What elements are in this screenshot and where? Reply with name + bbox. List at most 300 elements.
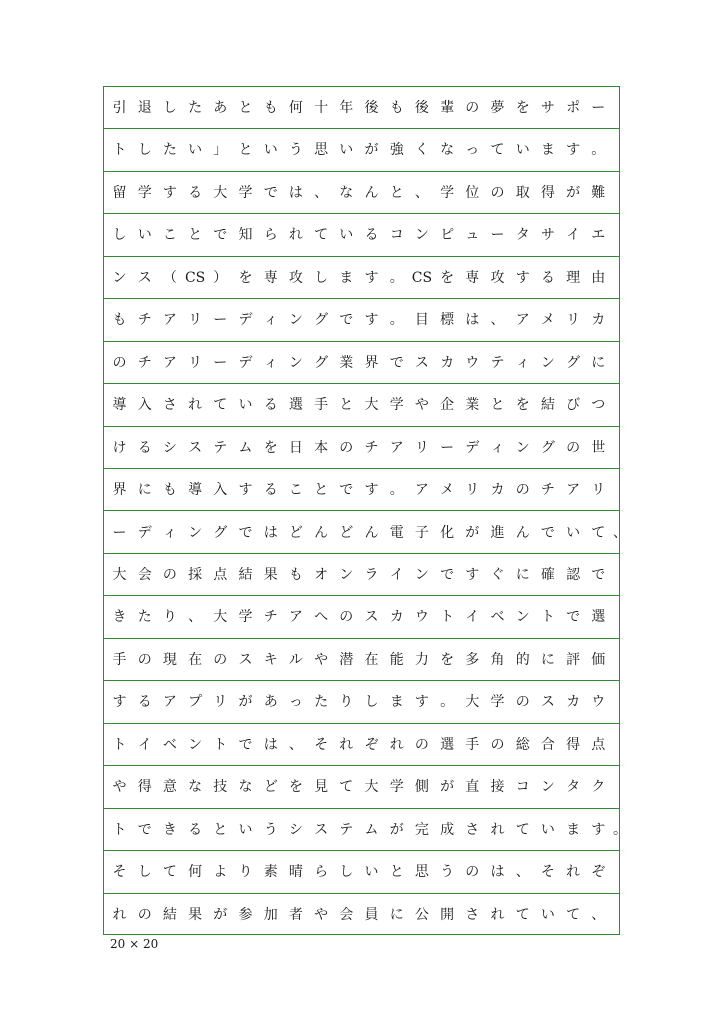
manuscript-cell: で bbox=[137, 821, 152, 838]
manuscript-cell: て bbox=[490, 142, 505, 159]
manuscript-cell: エ bbox=[591, 227, 606, 244]
manuscript-cell: し bbox=[314, 269, 329, 286]
manuscript-cell: っ bbox=[288, 694, 303, 711]
manuscript-cell: 留 bbox=[112, 184, 127, 201]
manuscript-cell: 、 bbox=[288, 736, 303, 753]
manuscript-cell: 公 bbox=[414, 906, 429, 923]
manuscript-cell: 見 bbox=[314, 779, 329, 796]
manuscript-cell: を bbox=[440, 651, 455, 668]
manuscript-cell: と bbox=[238, 100, 253, 116]
manuscript-cell: て bbox=[213, 397, 228, 414]
manuscript-cell: リ bbox=[188, 312, 203, 329]
manuscript-cell: に bbox=[389, 906, 404, 923]
manuscript-cell: と bbox=[389, 184, 404, 201]
manuscript-cell: ィ bbox=[490, 439, 505, 456]
manuscript-cell: 接 bbox=[490, 779, 505, 796]
manuscript-row bbox=[104, 766, 619, 808]
manuscript-cell: 由 bbox=[591, 269, 606, 286]
manuscript-cell: 現 bbox=[162, 651, 177, 668]
manuscript-cell: テ bbox=[213, 439, 228, 456]
manuscript-cell: て bbox=[515, 906, 530, 923]
manuscript-cell: チ bbox=[364, 439, 379, 456]
manuscript-cell: 角 bbox=[490, 651, 505, 668]
manuscript-cell: ィ bbox=[515, 354, 530, 371]
manuscript-cell: ル bbox=[288, 651, 303, 668]
manuscript-cell: ウ bbox=[465, 354, 480, 371]
manuscript-cell: 評 bbox=[566, 651, 581, 668]
manuscript-cell: い bbox=[540, 906, 555, 923]
manuscript-cell: し bbox=[364, 694, 379, 711]
manuscript-cell: 思 bbox=[414, 864, 429, 881]
manuscript-cell: メ bbox=[540, 312, 555, 329]
manuscript-cell: が bbox=[213, 906, 228, 923]
manuscript-cell: へ bbox=[314, 609, 329, 626]
manuscript-cell: ラ bbox=[364, 566, 379, 583]
manuscript-cell: 導 bbox=[188, 482, 203, 499]
manuscript-cell: デ bbox=[465, 439, 480, 456]
manuscript-cell: 学 bbox=[137, 184, 152, 201]
manuscript-cell: チ bbox=[137, 354, 152, 371]
overflow-punctuation: 、 bbox=[613, 524, 627, 541]
manuscript-cell: け bbox=[112, 439, 127, 456]
manuscript-cell: と bbox=[188, 227, 203, 244]
manuscript-cell: 。 bbox=[591, 142, 606, 159]
manuscript-cell: 学 bbox=[389, 779, 404, 796]
grid-size-label: 20 × 20 bbox=[110, 937, 159, 951]
manuscript-cell: 的 bbox=[515, 651, 530, 668]
manuscript-cell: 参 bbox=[238, 906, 253, 923]
manuscript-cell: る bbox=[364, 227, 379, 244]
manuscript-cell: い bbox=[263, 142, 278, 159]
manuscript-cell: て bbox=[162, 864, 177, 881]
manuscript-cell: ア bbox=[162, 312, 177, 329]
manuscript-cell: イ bbox=[137, 736, 152, 753]
manuscript-cell: ス bbox=[314, 821, 329, 838]
manuscript-cell: 強 bbox=[389, 142, 404, 159]
manuscript-cell: れ bbox=[389, 736, 404, 753]
manuscript-cell: ス bbox=[188, 439, 203, 456]
manuscript-cell: は bbox=[490, 864, 505, 881]
manuscript-cell: や bbox=[314, 906, 329, 923]
manuscript-cell: ア bbox=[162, 694, 177, 711]
manuscript-cell: 何 bbox=[188, 864, 203, 881]
manuscript-cell: 。 bbox=[389, 269, 404, 286]
manuscript-cell: タ bbox=[566, 779, 581, 796]
manuscript-cell: 、 bbox=[515, 864, 530, 881]
manuscript-row bbox=[104, 639, 619, 681]
manuscript-cell: の bbox=[339, 609, 354, 626]
manuscript-row bbox=[104, 384, 619, 426]
manuscript-cell: て bbox=[339, 779, 354, 796]
manuscript-cell: た bbox=[314, 694, 329, 711]
manuscript-row bbox=[104, 894, 619, 936]
manuscript-cell: 力 bbox=[414, 651, 429, 668]
manuscript-cell: い bbox=[364, 864, 379, 881]
manuscript-cell: CS bbox=[184, 269, 206, 286]
manuscript-cell: や bbox=[314, 651, 329, 668]
manuscript-cell: ア bbox=[515, 312, 530, 329]
manuscript-cell: つ bbox=[591, 397, 606, 414]
manuscript-cell: は bbox=[263, 524, 278, 541]
manuscript-cell: で bbox=[213, 227, 228, 244]
manuscript-cell: ー bbox=[591, 100, 606, 116]
manuscript-cell: カ bbox=[389, 609, 404, 626]
manuscript-cell: の bbox=[112, 354, 127, 371]
manuscript-cell: 総 bbox=[515, 736, 530, 753]
manuscript-cell: ま bbox=[566, 821, 581, 838]
manuscript-cell: 入 bbox=[213, 482, 228, 499]
manuscript-cell: さ bbox=[465, 821, 480, 838]
manuscript-cell: 界 bbox=[112, 482, 127, 499]
manuscript-cell: い bbox=[137, 227, 152, 244]
manuscript-cell: ベ bbox=[162, 736, 177, 753]
manuscript-cell: ー bbox=[213, 312, 228, 329]
manuscript-cell: カ bbox=[566, 694, 581, 711]
manuscript-cell: を bbox=[263, 439, 278, 456]
manuscript-cell: す bbox=[238, 482, 253, 499]
manuscript-cell: 企 bbox=[440, 397, 455, 414]
manuscript-cell: 学 bbox=[238, 609, 253, 626]
manuscript-cell: で bbox=[238, 524, 253, 541]
manuscript-cell: 化 bbox=[440, 524, 455, 541]
manuscript-cell: 大 bbox=[364, 779, 379, 796]
manuscript-cell: す bbox=[364, 269, 379, 286]
manuscript-row bbox=[104, 129, 619, 171]
manuscript-cell: る bbox=[137, 694, 152, 711]
manuscript-cell: 果 bbox=[263, 566, 278, 583]
manuscript-cell: ュ bbox=[465, 227, 480, 244]
manuscript-cell: ど bbox=[263, 779, 278, 796]
manuscript-cell: ト bbox=[112, 142, 127, 159]
manuscript-cell: キ bbox=[263, 651, 278, 668]
manuscript-cell: 目 bbox=[414, 312, 429, 329]
manuscript-row bbox=[104, 342, 619, 384]
manuscript-cell: 得 bbox=[540, 184, 555, 201]
manuscript-cell: な bbox=[238, 779, 253, 796]
manuscript-cell: 十 bbox=[314, 100, 329, 116]
manuscript-cell: 世 bbox=[591, 439, 606, 456]
manuscript-cell: 在 bbox=[364, 651, 379, 668]
manuscript-cell: ム bbox=[238, 439, 253, 456]
manuscript-cell: 選 bbox=[591, 609, 606, 626]
manuscript-cell: ン bbox=[339, 566, 354, 583]
manuscript-row bbox=[104, 257, 619, 299]
manuscript-row bbox=[104, 427, 619, 469]
manuscript-cell: 大 bbox=[213, 184, 228, 201]
manuscript-cell: や bbox=[414, 397, 429, 414]
manuscript-cell: サ bbox=[540, 227, 555, 244]
manuscript-cell: ア bbox=[162, 354, 177, 371]
manuscript-cell: グ bbox=[314, 312, 329, 329]
manuscript-cell: は bbox=[288, 184, 303, 201]
manuscript-cell: ト bbox=[213, 736, 228, 753]
manuscript-cell: オ bbox=[314, 566, 329, 583]
overflow-punctuation: 。 bbox=[613, 821, 627, 838]
manuscript-cell: 採 bbox=[188, 566, 203, 583]
manuscript-cell: 技 bbox=[213, 779, 228, 796]
manuscript-cell: ク bbox=[591, 779, 606, 796]
manuscript-cell: 得 bbox=[137, 779, 152, 796]
manuscript-cell: と bbox=[314, 482, 329, 499]
manuscript-cell: を bbox=[515, 397, 530, 414]
manuscript-row bbox=[104, 512, 627, 554]
manuscript-cell: 。 bbox=[389, 312, 404, 329]
manuscript-cell: ン bbox=[414, 566, 429, 583]
manuscript-cell: も bbox=[162, 482, 177, 499]
manuscript-cell: で bbox=[339, 312, 354, 329]
manuscript-cell: ン bbox=[188, 736, 203, 753]
manuscript-cell: い bbox=[339, 142, 354, 159]
manuscript-row bbox=[104, 596, 619, 638]
manuscript-cell: ン bbox=[540, 779, 555, 796]
manuscript-cell: を bbox=[288, 779, 303, 796]
manuscript-cell: シ bbox=[162, 439, 177, 456]
manuscript-cell: グ bbox=[540, 439, 555, 456]
manuscript-cell: 子 bbox=[414, 524, 429, 541]
manuscript-cell: ィ bbox=[162, 524, 177, 541]
manuscript-cell: に bbox=[515, 566, 530, 583]
manuscript-cell: ス bbox=[137, 269, 152, 286]
manuscript-cell: ン bbox=[540, 354, 555, 371]
manuscript-cell: 手 bbox=[112, 651, 127, 668]
manuscript-cell: リ bbox=[465, 482, 480, 499]
manuscript-cell: ス bbox=[540, 694, 555, 711]
manuscript-cell: 学 bbox=[490, 694, 505, 711]
manuscript-cell: た bbox=[137, 609, 152, 626]
manuscript-cell: き bbox=[162, 821, 177, 838]
manuscript-cell: ト bbox=[112, 821, 127, 838]
manuscript-cell: し bbox=[162, 100, 177, 116]
manuscript-cell: 本 bbox=[314, 439, 329, 456]
manuscript-cell: 取 bbox=[515, 184, 530, 201]
manuscript-row bbox=[104, 724, 619, 766]
manuscript-cell: ト bbox=[540, 609, 555, 626]
manuscript-cell: 引 bbox=[112, 100, 127, 116]
manuscript-row bbox=[104, 299, 619, 341]
manuscript-cell: も bbox=[112, 312, 127, 329]
manuscript-cell: グ bbox=[566, 354, 581, 371]
manuscript-cell: 多 bbox=[465, 651, 480, 668]
manuscript-cell: ま bbox=[339, 269, 354, 286]
manuscript-cell: し bbox=[112, 227, 127, 244]
manuscript-cell: CS bbox=[411, 269, 433, 286]
manuscript-cell: 攻 bbox=[490, 269, 505, 286]
manuscript-cell: な bbox=[188, 779, 203, 796]
manuscript-cell: し bbox=[137, 142, 152, 159]
manuscript-cell: す bbox=[162, 184, 177, 201]
manuscript-cell: ー bbox=[213, 354, 228, 371]
manuscript-cell: る bbox=[263, 397, 278, 414]
manuscript-cell: 選 bbox=[288, 397, 303, 414]
manuscript-row bbox=[104, 851, 619, 893]
manuscript-cell: と bbox=[339, 397, 354, 414]
manuscript-cell: ン bbox=[288, 312, 303, 329]
manuscript-cell: い bbox=[339, 227, 354, 244]
manuscript-cell: 合 bbox=[540, 736, 555, 753]
manuscript-cell: き bbox=[112, 609, 127, 626]
manuscript-cell: （ bbox=[162, 269, 177, 286]
manuscript-cell: す bbox=[414, 694, 429, 711]
manuscript-cell: 界 bbox=[364, 354, 379, 371]
manuscript-cell: た bbox=[188, 100, 203, 116]
manuscript-cell: の bbox=[339, 439, 354, 456]
manuscript-cell: に bbox=[591, 354, 606, 371]
manuscript-cell: 大 bbox=[112, 566, 127, 583]
manuscript-cell: で bbox=[339, 482, 354, 499]
manuscript-cell: で bbox=[389, 354, 404, 371]
manuscript-cell: れ bbox=[188, 397, 203, 414]
manuscript-cell: そ bbox=[314, 736, 329, 753]
manuscript-cell: と bbox=[389, 864, 404, 881]
manuscript-cell: 大 bbox=[465, 694, 480, 711]
manuscript-cell: な bbox=[440, 142, 455, 159]
manuscript-cell: に bbox=[540, 651, 555, 668]
manuscript-cell: リ bbox=[566, 312, 581, 329]
manuscript-cell: も bbox=[288, 566, 303, 583]
manuscript-cell: ト bbox=[440, 609, 455, 626]
manuscript-cell: 業 bbox=[465, 397, 480, 414]
manuscript-cell: ん bbox=[364, 524, 379, 541]
manuscript-cell: カ bbox=[440, 354, 455, 371]
manuscript-cell: 果 bbox=[188, 906, 203, 923]
manuscript-cell: し bbox=[137, 864, 152, 881]
manuscript-cell: 、 bbox=[188, 609, 203, 626]
manuscript-cell: て bbox=[515, 821, 530, 838]
manuscript-cell: し bbox=[339, 864, 354, 881]
manuscript-cell: チ bbox=[137, 312, 152, 329]
manuscript-cell: て bbox=[566, 906, 581, 923]
manuscript-cell: 進 bbox=[490, 524, 505, 541]
manuscript-cell: 潜 bbox=[339, 651, 354, 668]
manuscript-cell: ピ bbox=[440, 227, 455, 244]
manuscript-cell: の bbox=[137, 906, 152, 923]
manuscript-cell: 大 bbox=[364, 397, 379, 414]
manuscript-cell: 夢 bbox=[490, 100, 505, 116]
manuscript-cell: を bbox=[238, 269, 253, 286]
manuscript-cell: う bbox=[440, 864, 455, 881]
manuscript-cell: 輩 bbox=[440, 100, 455, 116]
manuscript-row bbox=[104, 809, 627, 851]
manuscript-cell: 在 bbox=[188, 651, 203, 668]
manuscript-cell: 直 bbox=[465, 779, 480, 796]
manuscript-cell: ー bbox=[440, 439, 455, 456]
manuscript-cell: で bbox=[591, 566, 606, 583]
manuscript-cell: れ bbox=[288, 227, 303, 244]
manuscript-cell: 難 bbox=[591, 184, 606, 201]
manuscript-cell: い bbox=[188, 142, 203, 159]
manuscript-cell: プ bbox=[188, 694, 203, 711]
manuscript-cell: ど bbox=[288, 524, 303, 541]
manuscript-cell: 位 bbox=[465, 184, 480, 201]
manuscript-cell: の bbox=[490, 736, 505, 753]
manuscript-cell: す bbox=[465, 566, 480, 583]
manuscript-cell: 結 bbox=[238, 566, 253, 583]
manuscript-cell: 結 bbox=[540, 397, 555, 414]
manuscript-cell: も bbox=[389, 100, 404, 116]
manuscript-cell: い bbox=[540, 821, 555, 838]
manuscript-cell: と bbox=[490, 397, 505, 414]
manuscript-cell: 日 bbox=[288, 439, 303, 456]
manuscript-cell: に bbox=[137, 482, 152, 499]
manuscript-cell: 側 bbox=[414, 779, 429, 796]
manuscript-cell: カ bbox=[490, 482, 505, 499]
manuscript-cell: の bbox=[515, 482, 530, 499]
manuscript-cell: 後 bbox=[364, 100, 379, 116]
manuscript-cell: テ bbox=[339, 821, 354, 838]
manuscript-cell: 。 bbox=[389, 482, 404, 499]
manuscript-cell: の bbox=[566, 439, 581, 456]
manuscript-cell: が bbox=[465, 524, 480, 541]
manuscript-row bbox=[104, 172, 619, 214]
manuscript-cell: ウ bbox=[414, 609, 429, 626]
manuscript-cell: イ bbox=[465, 609, 480, 626]
manuscript-cell: 思 bbox=[314, 142, 329, 159]
manuscript-cell: 認 bbox=[566, 566, 581, 583]
manuscript-cell: は bbox=[465, 312, 480, 329]
manuscript-cell: デ bbox=[238, 312, 253, 329]
manuscript-cell: く bbox=[414, 142, 429, 159]
manuscript-cell: す bbox=[591, 821, 606, 838]
manuscript-cell: さ bbox=[162, 397, 177, 414]
manuscript-cell: リ bbox=[188, 354, 203, 371]
manuscript-cell: こ bbox=[288, 482, 303, 499]
manuscript-cell: グ bbox=[213, 524, 228, 541]
manuscript-cell: ー bbox=[112, 524, 127, 541]
manuscript-cell: ト bbox=[112, 736, 127, 753]
manuscript-cell: 何 bbox=[288, 100, 303, 116]
manuscript-cell: ウ bbox=[591, 694, 606, 711]
manuscript-cell: 意 bbox=[162, 779, 177, 796]
manuscript-cell: れ bbox=[339, 736, 354, 753]
manuscript-cell: の bbox=[162, 566, 177, 583]
manuscript-cell: 価 bbox=[591, 651, 606, 668]
manuscript-cell: 点 bbox=[213, 566, 228, 583]
manuscript-cell: シ bbox=[288, 821, 303, 838]
manuscript-cell: サ bbox=[540, 100, 555, 116]
manuscript-cell: ら bbox=[314, 864, 329, 881]
manuscript-cell: 」 bbox=[213, 142, 228, 159]
manuscript-cell: 手 bbox=[465, 736, 480, 753]
manuscript-cell: ン bbox=[188, 524, 203, 541]
manuscript-cell: す bbox=[364, 482, 379, 499]
manuscript-cell: こ bbox=[162, 227, 177, 244]
manuscript-cell: 、 bbox=[314, 184, 329, 201]
manuscript-cell: ） bbox=[213, 269, 228, 286]
manuscript-cell: ら bbox=[263, 227, 278, 244]
manuscript-cell: ン bbox=[112, 269, 127, 286]
manuscript-cell: と bbox=[238, 142, 253, 159]
manuscript-cell: で bbox=[238, 736, 253, 753]
manuscript-cell: び bbox=[566, 397, 581, 414]
manuscript-cell: る bbox=[263, 482, 278, 499]
manuscript-cell: 、 bbox=[414, 184, 429, 201]
manuscript-cell: 晴 bbox=[288, 864, 303, 881]
manuscript-cell: 専 bbox=[465, 269, 480, 286]
manuscript-cell: る bbox=[188, 184, 203, 201]
manuscript-cell: 攻 bbox=[288, 269, 303, 286]
manuscript-cell: あ bbox=[213, 100, 228, 116]
manuscript-cell: ぞ bbox=[364, 736, 379, 753]
manuscript-cell: そ bbox=[112, 864, 127, 881]
manuscript-cell: ン bbox=[288, 354, 303, 371]
manuscript-cell: ベ bbox=[490, 609, 505, 626]
manuscript-row bbox=[104, 469, 619, 511]
manuscript-cell: ん bbox=[364, 184, 379, 201]
manuscript-cell: の bbox=[515, 694, 530, 711]
manuscript-cell: ィ bbox=[263, 312, 278, 329]
manuscript-cell: 者 bbox=[288, 906, 303, 923]
manuscript-cell: 点 bbox=[591, 736, 606, 753]
